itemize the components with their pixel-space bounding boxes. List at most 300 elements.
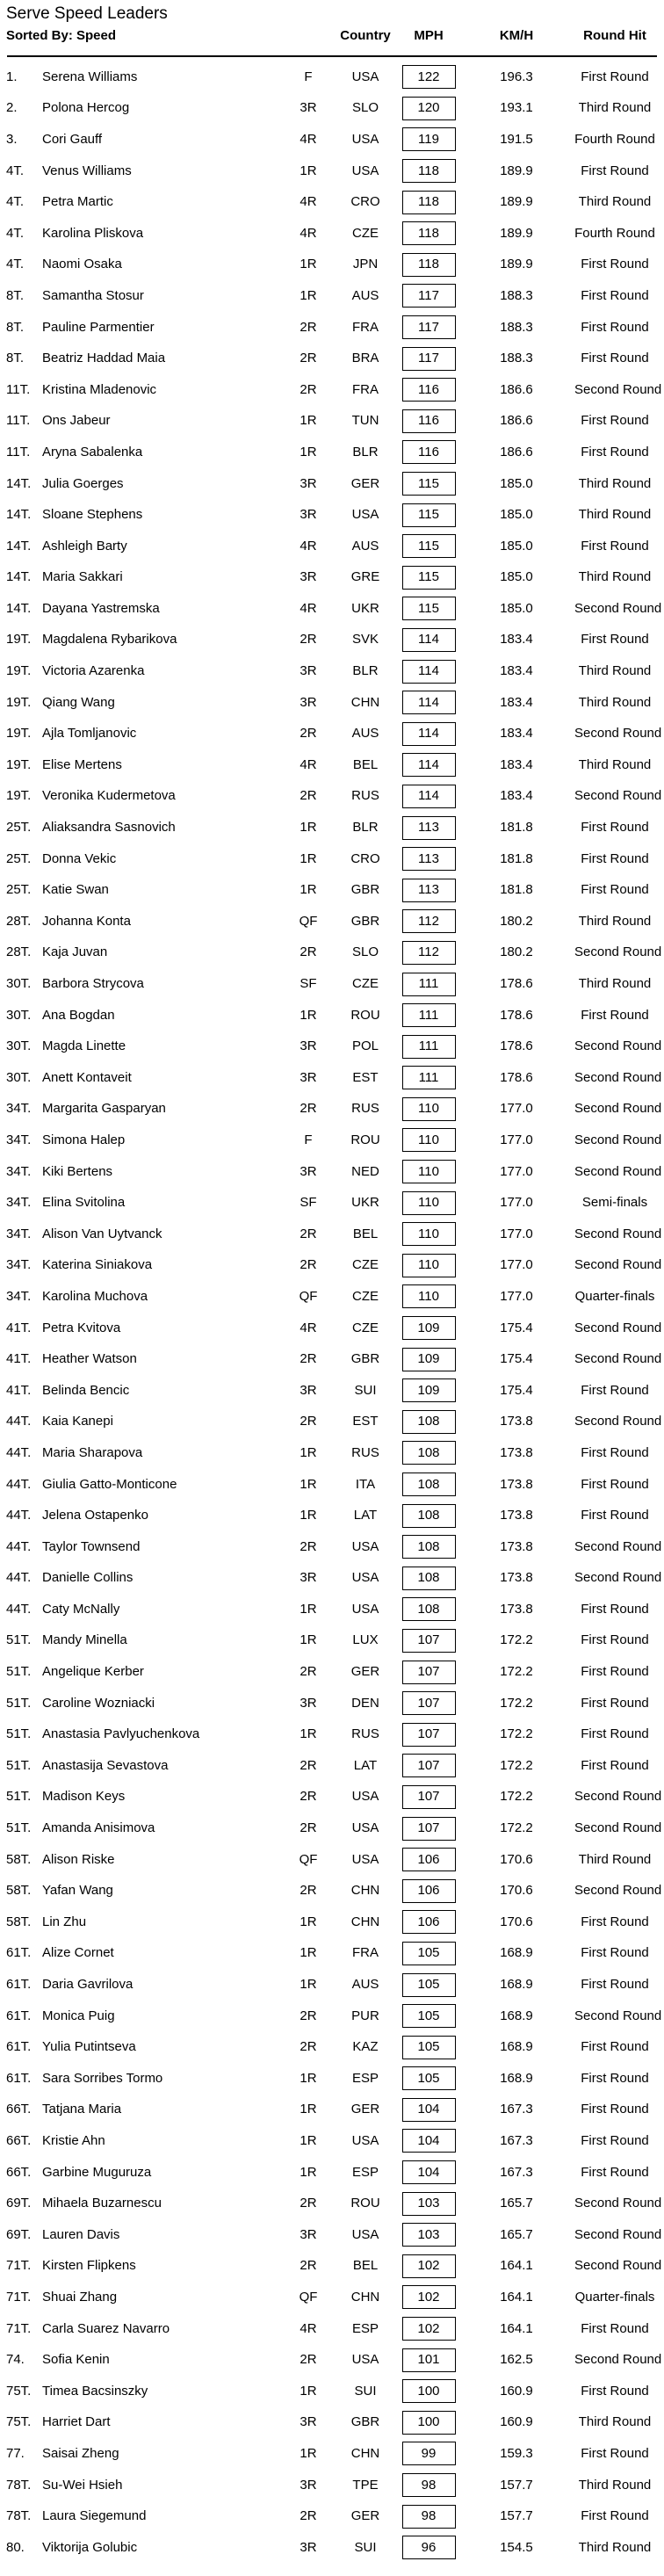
table-row xyxy=(0,468,664,500)
round-hit-cell: Second Round xyxy=(574,1414,662,1429)
table-header xyxy=(0,0,664,62)
round-reached-cell: 4R xyxy=(300,225,317,241)
kmh-cell: 178.6 xyxy=(500,1007,533,1023)
mph-value-box: 107 xyxy=(402,1691,456,1715)
country-cell: CZE xyxy=(352,225,379,241)
mph-cell xyxy=(399,221,458,245)
player-name-cell: Alize Cornet xyxy=(42,1945,114,1961)
round-reached-cell: 2R xyxy=(300,381,317,397)
round-hit-cell: Second Round xyxy=(574,2226,662,2242)
kmh-cell: 181.8 xyxy=(500,850,533,866)
rank-cell: 66T. xyxy=(6,2102,32,2117)
kmh-cell: 159.3 xyxy=(500,2445,533,2461)
table-row xyxy=(0,156,664,187)
round-reached-cell: 1R xyxy=(300,1632,317,1648)
mph-cell xyxy=(399,2066,458,2090)
country-cell: SUI xyxy=(354,2539,377,2555)
rank-cell: 34T. xyxy=(6,1288,32,1304)
round-hit-cell: First Round xyxy=(581,413,649,429)
rank-cell: 58T. xyxy=(6,1851,32,1867)
round-reached-cell: 1R xyxy=(300,1945,317,1961)
player-name-cell: Magdalena Rybarikova xyxy=(42,632,177,648)
player-name-cell: Kirsten Flipkens xyxy=(42,2258,136,2274)
round-hit-cell: Second Round xyxy=(574,2258,662,2274)
player-name-cell: Samantha Stosur xyxy=(42,287,144,303)
round-hit-cell: Second Round xyxy=(574,1789,662,1805)
player-name-cell: Anett Kontaveit xyxy=(42,1069,132,1085)
table-row xyxy=(0,1594,664,1625)
country-cell: BLR xyxy=(352,444,379,459)
round-hit-cell: First Round xyxy=(581,2320,649,2336)
player-name-cell: Ana Bogdan xyxy=(42,1007,115,1023)
rank-cell: 41T. xyxy=(6,1351,32,1367)
kmh-cell: 183.4 xyxy=(500,726,533,742)
round-reached-cell: 2R xyxy=(300,726,317,742)
player-name-cell: Margarita Gasparyan xyxy=(42,1101,166,1117)
mph-cell xyxy=(399,1254,458,1277)
table-row xyxy=(0,312,664,344)
player-name-cell: Lauren Davis xyxy=(42,2226,120,2242)
country-cell: GBR xyxy=(350,2414,380,2430)
round-reached-cell: 4R xyxy=(300,1320,317,1335)
round-hit-cell: First Round xyxy=(581,538,649,554)
mph-cell xyxy=(399,347,458,371)
round-reached-cell: 1R xyxy=(300,882,317,898)
country-cell: GRE xyxy=(350,569,380,585)
round-hit-cell: Second Round xyxy=(574,1257,662,1273)
country-cell: UKR xyxy=(351,600,379,616)
round-reached-cell: 3R xyxy=(300,1038,317,1054)
mph-cell xyxy=(399,879,458,902)
round-reached-cell: 2R xyxy=(300,2196,317,2211)
table-row xyxy=(0,2407,664,2439)
player-name-cell: Mihaela Buzarnescu xyxy=(42,2196,162,2211)
country-cell: ROU xyxy=(350,1132,380,1147)
mph-cell xyxy=(399,284,458,308)
country-cell: POL xyxy=(351,1038,379,1054)
player-name-cell: Laura Siegemund xyxy=(42,2508,147,2524)
player-name-cell: Alison Van Uytvanck xyxy=(42,1226,162,1241)
country-cell: CZE xyxy=(352,976,379,992)
round-reached-cell: QF xyxy=(299,1851,318,1867)
round-hit-cell: First Round xyxy=(581,1914,649,1929)
rank-cell: 25T. xyxy=(6,820,32,836)
player-name-cell: Ajla Tomljanovic xyxy=(42,726,137,742)
player-name-cell: Aryna Sabalenka xyxy=(42,444,143,459)
round-reached-cell: 4R xyxy=(300,756,317,772)
kmh-cell: 172.2 xyxy=(500,1664,533,1680)
mph-cell xyxy=(399,722,458,746)
round-hit-cell: First Round xyxy=(581,1444,649,1460)
rank-cell: 61T. xyxy=(6,2008,32,2023)
player-name-cell: Mandy Minella xyxy=(42,1632,127,1648)
table-row xyxy=(0,186,664,218)
mph-cell xyxy=(399,2254,458,2278)
mph-value-box: 108 xyxy=(402,1473,456,1496)
table-row xyxy=(0,655,664,687)
round-reached-cell: 2R xyxy=(300,2352,317,2368)
kmh-cell: 172.2 xyxy=(500,1757,533,1773)
round-reached-cell: 4R xyxy=(300,2320,317,2336)
mph-cell xyxy=(399,1973,458,1997)
country-cell: CHN xyxy=(350,1914,380,1929)
country-cell: GBR xyxy=(350,1351,380,1367)
mph-value-box: 116 xyxy=(402,409,456,433)
round-hit-cell: First Round xyxy=(581,351,649,366)
rank-cell: 51T. xyxy=(6,1820,32,1836)
kmh-cell: 180.2 xyxy=(500,944,533,960)
table-row xyxy=(0,343,664,374)
round-hit-cell: First Round xyxy=(581,1726,649,1742)
mph-cell xyxy=(399,1691,458,1715)
round-hit-cell: First Round xyxy=(581,1476,649,1492)
table-row xyxy=(0,874,664,906)
round-hit-cell: First Round xyxy=(581,319,649,335)
mph-value-box: 99 xyxy=(402,2442,456,2465)
round-reached-cell: 1R xyxy=(300,2102,317,2117)
round-reached-cell: 1R xyxy=(300,444,317,459)
round-hit-cell: Fourth Round xyxy=(574,225,655,241)
mph-value-box: 102 xyxy=(402,2317,456,2341)
round-reached-cell: 2R xyxy=(300,1789,317,1805)
table-row xyxy=(0,1187,664,1219)
round-hit-cell: Third Round xyxy=(578,756,652,772)
mph-value-box: 104 xyxy=(402,2098,456,2122)
mph-cell xyxy=(399,503,458,527)
mph-cell xyxy=(399,1284,458,1308)
round-hit-cell: Second Round xyxy=(574,600,662,616)
country-cell: TUN xyxy=(351,413,379,429)
player-name-cell: Pauline Parmentier xyxy=(42,319,155,335)
round-reached-cell: 2R xyxy=(300,1257,317,1273)
mph-cell xyxy=(399,1942,458,1965)
mph-cell xyxy=(399,1785,458,1809)
mph-cell xyxy=(399,2442,458,2465)
player-name-cell: Lin Zhu xyxy=(42,1914,87,1929)
round-reached-cell: 3R xyxy=(300,2539,317,2555)
rank-cell: 58T. xyxy=(6,1883,32,1899)
mph-value-box: 100 xyxy=(402,2411,456,2435)
player-name-cell: Venus Williams xyxy=(42,163,132,178)
kmh-cell: 185.0 xyxy=(500,475,533,491)
mph-value-box: 108 xyxy=(402,1410,456,1434)
mph-cell xyxy=(399,909,458,933)
player-name-cell: Aliaksandra Sasnovich xyxy=(42,820,176,836)
country-cell: BRA xyxy=(351,351,379,366)
mph-value-box: 114 xyxy=(402,660,456,684)
country-cell: GBR xyxy=(350,882,380,898)
kmh-cell: 193.1 xyxy=(500,100,533,116)
kmh-cell: 181.8 xyxy=(500,882,533,898)
table-row xyxy=(0,1656,664,1688)
round-hit-cell: Second Round xyxy=(574,788,662,804)
round-hit-cell: Third Round xyxy=(578,663,652,679)
round-hit-cell: First Round xyxy=(581,2070,649,2086)
round-reached-cell: 1R xyxy=(300,850,317,866)
round-reached-cell: 3R xyxy=(300,663,317,679)
table-row xyxy=(0,1907,664,1938)
table-row xyxy=(0,1156,664,1188)
mph-cell xyxy=(399,1410,458,1434)
country-cell: BEL xyxy=(352,2258,379,2274)
mph-value-box: 118 xyxy=(402,221,456,245)
mph-value-box: 107 xyxy=(402,1723,456,1747)
round-reached-cell: 1R xyxy=(300,2445,317,2461)
round-hit-cell: Second Round xyxy=(574,1320,662,1335)
country-cell: CHN xyxy=(350,1883,380,1899)
table-row xyxy=(0,1531,664,1563)
mph-cell xyxy=(399,753,458,777)
kmh-cell: 183.4 xyxy=(500,756,533,772)
rank-cell: 4T. xyxy=(6,194,25,210)
rank-cell: 34T. xyxy=(6,1101,32,1117)
country-cell: ITA xyxy=(355,1476,376,1492)
player-name-cell: Kristie Ahn xyxy=(42,2132,105,2148)
rank-cell: 30T. xyxy=(6,1038,32,1054)
player-name-cell: Kaia Kanepi xyxy=(42,1414,113,1429)
table-row xyxy=(0,2313,664,2345)
table-row xyxy=(0,2063,664,2095)
table-row xyxy=(0,812,664,843)
country-cell: BEL xyxy=(352,1226,379,1241)
player-name-cell: Ashleigh Barty xyxy=(42,538,127,554)
mph-value-box: 117 xyxy=(402,284,456,308)
mph-value-box: 109 xyxy=(402,1378,456,1402)
player-name-cell: Yulia Putintseva xyxy=(42,2039,136,2055)
country-cell: BLR xyxy=(352,820,379,836)
mph-value-box: 110 xyxy=(402,1222,456,1246)
player-name-cell: Sloane Stephens xyxy=(42,507,143,523)
round-reached-cell: QF xyxy=(299,1288,318,1304)
round-reached-cell: 1R xyxy=(300,1601,317,1617)
player-name-cell: Su-Wei Hsieh xyxy=(42,2477,123,2493)
kmh-cell: 160.9 xyxy=(500,2414,533,2430)
table-row xyxy=(0,1688,664,1719)
mph-cell xyxy=(399,191,458,214)
player-name-cell: Maria Sharapova xyxy=(42,1444,143,1460)
kmh-cell: 186.6 xyxy=(500,444,533,459)
kmh-cell: 188.3 xyxy=(500,319,533,335)
mph-cell xyxy=(399,597,458,620)
country-cell: SVK xyxy=(351,632,379,648)
player-name-cell: Amanda Anisimova xyxy=(42,1820,155,1836)
round-hit-cell: Second Round xyxy=(574,1570,662,1586)
round-reached-cell: 1R xyxy=(300,1977,317,1993)
round-reached-cell: 4R xyxy=(300,600,317,616)
country-cell: AUS xyxy=(351,287,379,303)
mph-cell xyxy=(399,2129,458,2153)
rank-cell: 14T. xyxy=(6,538,32,554)
mph-cell xyxy=(399,1222,458,1246)
table-row xyxy=(0,406,664,438)
kmh-cell: 186.6 xyxy=(500,381,533,397)
mph-value-box: 110 xyxy=(402,1191,456,1215)
round-hit-cell: Third Round xyxy=(578,475,652,491)
mph-value-box: 105 xyxy=(402,2004,456,2028)
table-row xyxy=(0,1813,664,1844)
player-name-cell: Monica Puig xyxy=(42,2008,115,2023)
kmh-cell: 168.9 xyxy=(500,2008,533,2023)
mph-cell xyxy=(399,1316,458,1340)
kmh-cell: 173.8 xyxy=(500,1570,533,1586)
mph-cell xyxy=(399,847,458,871)
mph-cell xyxy=(399,2160,458,2184)
kmh-cell: 177.0 xyxy=(500,1288,533,1304)
table-row xyxy=(0,2376,664,2407)
rank-cell: 71T. xyxy=(6,2258,32,2274)
mph-cell xyxy=(399,2223,458,2247)
rank-cell: 44T. xyxy=(6,1414,32,1429)
round-reached-cell: 1R xyxy=(300,1726,317,1742)
rank-cell: 14T. xyxy=(6,507,32,523)
mph-cell xyxy=(399,2036,458,2059)
kmh-cell: 173.8 xyxy=(500,1601,533,1617)
kmh-cell: 185.0 xyxy=(500,538,533,554)
country-cell: CHN xyxy=(350,694,380,710)
mph-value-box: 96 xyxy=(402,2536,456,2559)
player-name-cell: Ons Jabeur xyxy=(42,413,111,429)
kmh-cell: 154.5 xyxy=(500,2539,533,2555)
mph-value-box: 105 xyxy=(402,2036,456,2059)
player-name-cell: Veronika Kudermetova xyxy=(42,788,176,804)
rank-cell: 3. xyxy=(6,131,18,147)
rank-cell: 41T. xyxy=(6,1382,32,1398)
round-reached-cell: 2R xyxy=(300,1414,317,1429)
column-header-row xyxy=(0,29,664,43)
rank-cell: 51T. xyxy=(6,1726,32,1742)
round-hit-cell: Fourth Round xyxy=(574,131,655,147)
rank-cell: 4T. xyxy=(6,225,25,241)
round-reached-cell: 1R xyxy=(300,1914,317,1929)
round-reached-cell: 3R xyxy=(300,2477,317,2493)
round-reached-cell: 3R xyxy=(300,694,317,710)
kmh-cell: 172.2 xyxy=(500,1726,533,1742)
rank-cell: 66T. xyxy=(6,2132,32,2148)
player-name-cell: Caroline Wozniacki xyxy=(42,1695,155,1711)
kmh-cell: 178.6 xyxy=(500,976,533,992)
table-row xyxy=(0,625,664,656)
table-row xyxy=(0,280,664,312)
country-cell: LUX xyxy=(352,1632,379,1648)
kmh-cell: 165.7 xyxy=(500,2196,533,2211)
kmh-cell: 183.4 xyxy=(500,632,533,648)
round-hit-cell: First Round xyxy=(581,1382,649,1398)
rank-cell: 34T. xyxy=(6,1195,32,1211)
round-reached-cell: 3R xyxy=(300,569,317,585)
rank-cell: 58T. xyxy=(6,1914,32,1929)
country-cell: CRO xyxy=(350,194,380,210)
mph-value-box: 122 xyxy=(402,65,456,89)
mph-value-box: 106 xyxy=(402,1879,456,1903)
table-row xyxy=(0,2500,664,2532)
mph-cell xyxy=(399,315,458,339)
rank-cell: 19T. xyxy=(6,632,32,648)
kmh-cell: 189.9 xyxy=(500,194,533,210)
country-cell: GER xyxy=(350,2102,380,2117)
country-cell: USA xyxy=(351,131,379,147)
round-hit-cell: First Round xyxy=(581,2132,649,2148)
table-row xyxy=(0,2125,664,2157)
table-row xyxy=(0,93,664,125)
kmh-cell: 164.1 xyxy=(500,2289,533,2305)
round-reached-cell: 2R xyxy=(300,351,317,366)
mph-cell xyxy=(399,1348,458,1371)
mph-value-box: 114 xyxy=(402,785,456,808)
rank-cell: 51T. xyxy=(6,1757,32,1773)
mph-cell xyxy=(399,2004,458,2028)
player-name-cell: Johanna Konta xyxy=(42,913,131,929)
round-reached-cell: F xyxy=(304,1132,313,1147)
rank-cell: 11T. xyxy=(6,444,31,459)
round-hit-cell: First Round xyxy=(581,1757,649,1773)
kmh-cell: 177.0 xyxy=(500,1257,533,1273)
round-hit-cell: First Round xyxy=(581,69,649,84)
mph-value-box: 115 xyxy=(402,472,456,496)
round-hit-cell: First Round xyxy=(581,2039,649,2055)
mph-cell xyxy=(399,973,458,996)
rank-cell: 8T. xyxy=(6,319,25,335)
round-hit-cell: First Round xyxy=(581,1007,649,1023)
kmh-cell: 170.6 xyxy=(500,1914,533,1929)
round-hit-cell: First Round xyxy=(581,882,649,898)
round-hit-cell: Third Round xyxy=(578,2414,652,2430)
mph-value-box: 98 xyxy=(402,2505,456,2529)
table-row xyxy=(0,2219,664,2251)
mph-value-box: 108 xyxy=(402,1567,456,1590)
kmh-cell: 173.8 xyxy=(500,1414,533,1429)
table-row xyxy=(0,2532,664,2564)
player-name-cell: Kaja Juvan xyxy=(42,944,108,960)
player-name-cell: Barbora Strycova xyxy=(42,976,144,992)
round-reached-cell: 2R xyxy=(300,1351,317,1367)
rank-cell: 14T. xyxy=(6,569,32,585)
mph-value-box: 112 xyxy=(402,941,456,965)
country-cell: NED xyxy=(351,1163,379,1179)
country-cell: SLO xyxy=(351,944,379,960)
mph-value-box: 115 xyxy=(402,534,456,558)
round-reached-cell: 3R xyxy=(300,475,317,491)
mph-cell xyxy=(399,941,458,965)
round-hit-cell: Second Round xyxy=(574,2352,662,2368)
round-reached-cell: 1R xyxy=(300,1508,317,1523)
round-reached-cell: 4R xyxy=(300,194,317,210)
round-reached-cell: SF xyxy=(300,1195,317,1211)
mph-value-box: 105 xyxy=(402,2066,456,2090)
country-cell: PUR xyxy=(351,2008,379,2023)
table-row xyxy=(0,2001,664,2032)
round-reached-cell: 3R xyxy=(300,2414,317,2430)
round-reached-cell: 2R xyxy=(300,2508,317,2524)
country-cell: EST xyxy=(352,1069,379,1085)
round-hit-cell: First Round xyxy=(581,287,649,303)
mph-cell xyxy=(399,1441,458,1465)
country-cell: ESP xyxy=(351,2164,379,2180)
table-row xyxy=(0,2251,664,2283)
mph-value-box: 113 xyxy=(402,879,456,902)
mph-value-box: 114 xyxy=(402,691,456,714)
player-name-cell: Elise Mertens xyxy=(42,756,122,772)
round-hit-cell: First Round xyxy=(581,1632,649,1648)
rank-cell: 75T. xyxy=(6,2383,32,2399)
round-hit-cell: First Round xyxy=(581,1695,649,1711)
table-row xyxy=(0,593,664,625)
mph-cell xyxy=(399,1535,458,1559)
kmh-cell: 164.1 xyxy=(500,2320,533,2336)
table-row xyxy=(0,1407,664,1438)
round-hit-cell: Second Round xyxy=(574,1101,662,1117)
mph-value-box: 110 xyxy=(402,1097,456,1121)
table-row xyxy=(0,250,664,281)
